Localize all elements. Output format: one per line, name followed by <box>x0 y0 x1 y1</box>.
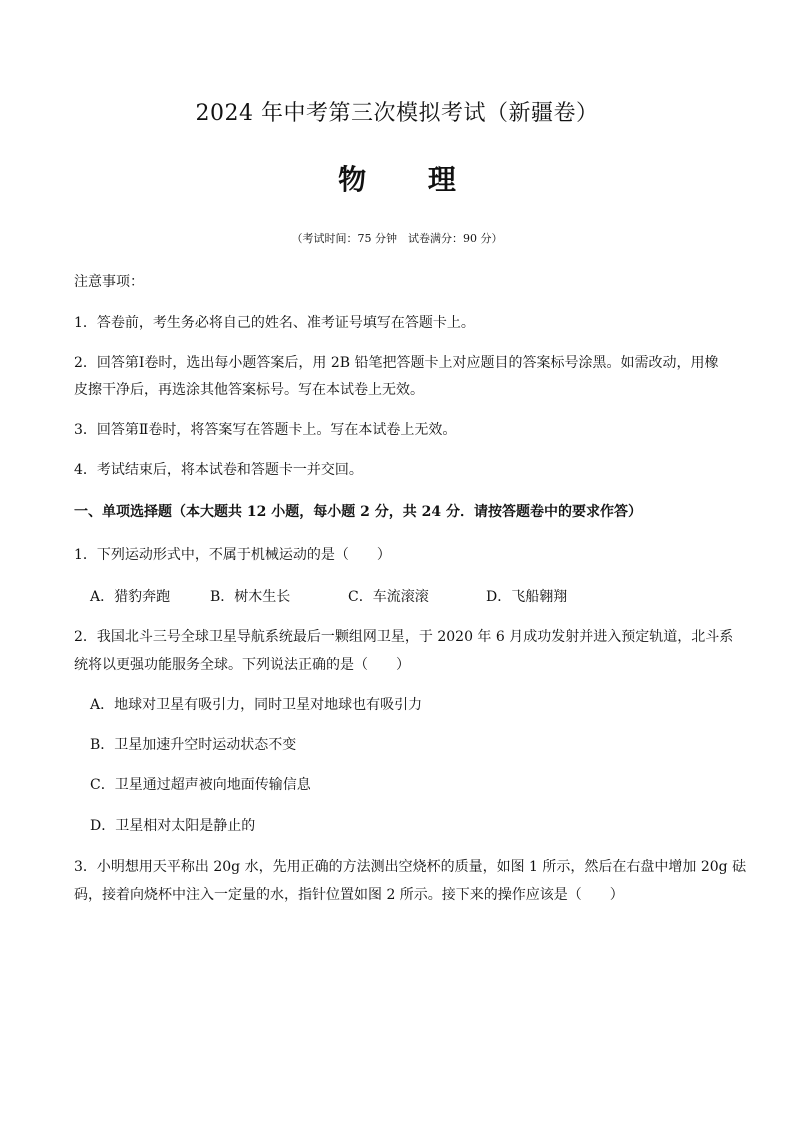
option-d: D．飞船翱翔 <box>486 589 568 605</box>
question-stem: 统将以更强功能服务全球。下列说法正确的是（ ） <box>74 657 410 673</box>
subject-title: 物 理 <box>338 163 482 196</box>
exam-title: 2024 年中考第三次模拟考试（新疆卷） <box>195 101 599 126</box>
option-d: D．卫星相对太阳是静止的 <box>90 818 256 834</box>
question-stem: 3．小明想用天平称出 20g 水，先用正确的方法测出空烧杯的质量，如图 1 所示，然后在右盘中增加 20g 砝 <box>74 859 747 875</box>
option-c: C．车流滚滚 <box>348 589 429 605</box>
note-item: 4．考试结束后，将本试卷和答题卡一并交回。 <box>74 462 363 478</box>
note-item: 皮擦干净后，再选涂其他答案标号。写在本试卷上无效。 <box>74 382 424 398</box>
notes-heading: 注意事项： <box>74 274 144 290</box>
note-item: 3．回答第Ⅱ卷时，将答案写在答题卡上。写在本试卷上无效。 <box>74 422 457 438</box>
option-a: A．猎豹奔跑 <box>90 589 171 605</box>
note-item: 2．回答第Ⅰ卷时，选出每小题答案后，用 2B 铅笔把答题卡上对应题目的答案标号涂黑。如需改动，用橡 <box>74 355 719 371</box>
exam-info: （考试时间：75 分钟 试卷满分：90 分） <box>291 232 503 245</box>
option-c: C．卫星通过超声被向地面传输信息 <box>90 777 311 793</box>
section-heading: 一、单项选择题（本大题共 12 小题，每小题 2 分，共 24 分．请按答题卷中的要求作答） <box>74 504 642 520</box>
question-stem: 1．下列运动形式中，不属于机械运动的是（ ） <box>74 547 391 563</box>
option-b: B．卫星加速升空时运动状态不变 <box>90 737 297 753</box>
question-stem: 2．我国北斗三号全球卫星导航系统最后一颗组网卫星，于 2020 年 6 月成功发射并进入预定轨道，北斗系 <box>74 629 734 645</box>
option-b: B．树木生长 <box>210 589 291 605</box>
question-stem: 码，接着向烧杯中注入一定量的水，指针位置如图 2 所示。接下来的操作应该是（ ） <box>74 887 624 903</box>
option-a: A．地球对卫星有吸引力，同时卫星对地球也有吸引力 <box>90 697 423 713</box>
note-item: 1．答卷前，考生务必将自己的姓名、准考证号填写在答题卡上。 <box>74 315 475 331</box>
